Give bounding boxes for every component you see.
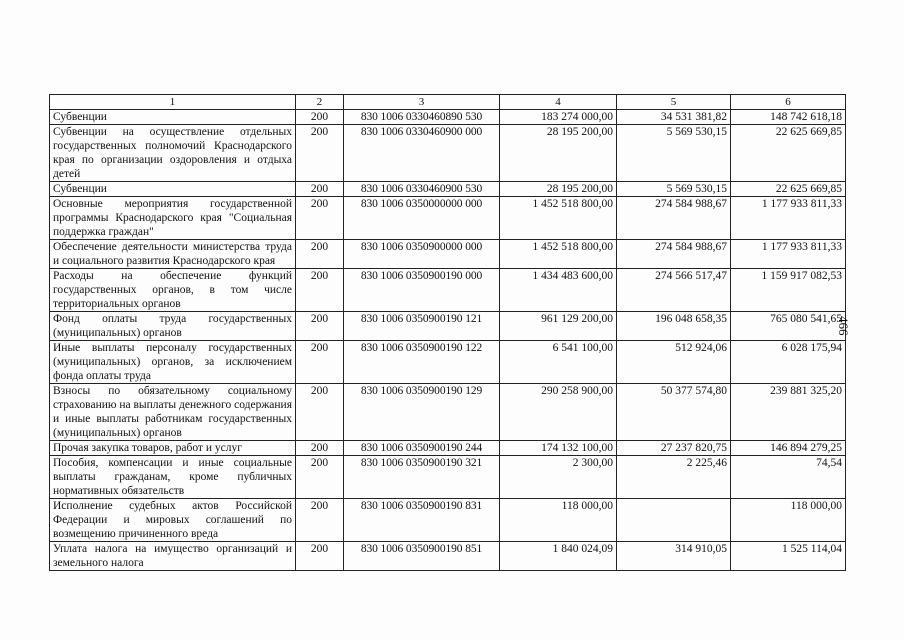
row-remaining-cell: 1 177 933 811,33: [731, 240, 846, 269]
table-row: [50, 125, 846, 182]
row-executed-cell: 50 377 574,80: [617, 384, 731, 441]
row-name-cell: Субвенции: [50, 182, 296, 197]
row-approved-cell: 28 195 200,00: [500, 182, 617, 197]
row-classification-cell: 830 1006 0330460900 530: [344, 182, 500, 197]
row-code-cell: 200: [296, 441, 344, 456]
row-code-cell: 200: [296, 312, 344, 341]
row-executed-cell: 274 584 988,67: [617, 197, 731, 240]
row-remaining-cell: 1 177 933 811,33: [731, 197, 846, 240]
table-row: [50, 110, 846, 125]
header-col-1: 1: [50, 95, 296, 110]
row-approved-cell: 1 452 518 800,00: [500, 240, 617, 269]
header-col-3: 3: [344, 95, 500, 110]
row-remaining-cell: 1 525 114,04: [731, 542, 846, 571]
row-name-cell: Уплата налога на имущество организаций и земельного налога: [50, 542, 296, 571]
row-approved-cell: 28 195 200,00: [500, 125, 617, 182]
row-executed-cell: 314 910,05: [617, 542, 731, 571]
row-remaining-cell: 74,54: [731, 456, 846, 499]
table-row: [50, 312, 846, 341]
row-executed-cell: 274 584 988,67: [617, 240, 731, 269]
row-classification-cell: 830 1006 0350900190 000: [344, 269, 500, 312]
row-code-cell: 200: [296, 110, 344, 125]
row-remaining-cell: 118 000,00: [731, 499, 846, 542]
row-approved-cell: 1 840 024,09: [500, 542, 617, 571]
row-executed-cell: [617, 499, 731, 542]
table-row: [50, 240, 846, 269]
table-row: [50, 197, 846, 240]
row-remaining-cell: 22 625 669,85: [731, 125, 846, 182]
row-code-cell: 200: [296, 182, 344, 197]
row-remaining-cell: 6 028 175,94: [731, 341, 846, 384]
row-code-cell: 200: [296, 384, 344, 441]
row-classification-cell: 830 1006 0350900190 122: [344, 341, 500, 384]
row-classification-cell: 830 1006 0350900190 851: [344, 542, 500, 571]
row-code-cell: 200: [296, 269, 344, 312]
row-code-cell: 200: [296, 542, 344, 571]
table-row: [50, 456, 846, 499]
row-name-cell: Взносы по обязательному социальному страхованию на выплаты денежного содержания и иные выплаты работникам государственных (муниципальных) органов: [50, 384, 296, 441]
row-code-cell: 200: [296, 341, 344, 384]
row-name-cell: Субвенции на осуществление отдельных государственных полномочий Краснодарского края по организации оздоровления и отдыха детей: [50, 125, 296, 182]
row-classification-cell: 830 1006 0350900190 129: [344, 384, 500, 441]
row-name-cell: Субвенции: [50, 110, 296, 125]
row-executed-cell: 5 569 530,15: [617, 182, 731, 197]
row-name-cell: Прочая закупка товаров, работ и услуг: [50, 441, 296, 456]
row-approved-cell: 174 132 100,00: [500, 441, 617, 456]
row-executed-cell: 512 924,06: [617, 341, 731, 384]
row-remaining-cell: 1 159 917 082,53: [731, 269, 846, 312]
header-col-5: 5: [617, 95, 731, 110]
row-name-cell: Основные мероприятия государственной программы Краснодарского края "Социальная поддержка граждан": [50, 197, 296, 240]
header-col-4: 4: [500, 95, 617, 110]
row-classification-cell: 830 1006 0330460890 530: [344, 110, 500, 125]
table-row: [50, 269, 846, 312]
header-col-6: 6: [731, 95, 846, 110]
row-name-cell: Расходы на обеспечение функций государственных органов, в том числе территориальных органов: [50, 269, 296, 312]
row-executed-cell: 34 531 381,82: [617, 110, 731, 125]
row-approved-cell: 6 541 100,00: [500, 341, 617, 384]
row-executed-cell: 2 225,46: [617, 456, 731, 499]
row-approved-cell: 961 129 200,00: [500, 312, 617, 341]
row-code-cell: 200: [296, 499, 344, 542]
row-classification-cell: 830 1006 0330460900 000: [344, 125, 500, 182]
row-remaining-cell: 765 080 541,65: [731, 312, 846, 341]
row-approved-cell: 2 300,00: [500, 456, 617, 499]
table-row: [50, 499, 846, 542]
row-remaining-cell: 146 894 279,25: [731, 441, 846, 456]
row-name-cell: Исполнение судебных актов Российской Федерации и мировых соглашений по возмещению причиненного вреда: [50, 499, 296, 542]
row-code-cell: 200: [296, 125, 344, 182]
row-classification-cell: 830 1006 0350900190 831: [344, 499, 500, 542]
row-executed-cell: 274 566 517,47: [617, 269, 731, 312]
row-approved-cell: 118 000,00: [500, 499, 617, 542]
row-name-cell: Иные выплаты персоналу государственных (муниципальных) органов, за исключением фонда оплаты труда: [50, 341, 296, 384]
row-code-cell: 200: [296, 240, 344, 269]
table-row: [50, 441, 846, 456]
table-row: [50, 182, 846, 197]
row-classification-cell: 830 1006 0350900190 244: [344, 441, 500, 456]
row-name-cell: Пособия, компенсации и иные социальные выплаты гражданам, кроме публичных нормативных обязательств: [50, 456, 296, 499]
row-approved-cell: 1 434 483 600,00: [500, 269, 617, 312]
row-executed-cell: 5 569 530,15: [617, 125, 731, 182]
row-name-cell: Обеспечение деятельности министерства труда и социального развития Краснодарского края: [50, 240, 296, 269]
row-approved-cell: 183 274 000,00: [500, 110, 617, 125]
row-remaining-cell: 239 881 325,20: [731, 384, 846, 441]
row-classification-cell: 830 1006 0350900190 321: [344, 456, 500, 499]
row-name-cell: Фонд оплаты труда государственных (муниципальных) органов: [50, 312, 296, 341]
row-classification-cell: 830 1006 0350900190 121: [344, 312, 500, 341]
row-approved-cell: 1 452 518 800,00: [500, 197, 617, 240]
row-approved-cell: 290 258 900,00: [500, 384, 617, 441]
table-row: [50, 384, 846, 441]
row-code-cell: 200: [296, 197, 344, 240]
row-code-cell: 200: [296, 456, 344, 499]
table-row: [50, 542, 846, 571]
row-classification-cell: 830 1006 0350900000 000: [344, 240, 500, 269]
row-remaining-cell: 22 625 669,85: [731, 182, 846, 197]
page-number: 466: [836, 316, 851, 336]
table-row: [50, 341, 846, 384]
row-executed-cell: 27 237 820,75: [617, 441, 731, 456]
row-remaining-cell: 148 742 618,18: [731, 110, 846, 125]
row-executed-cell: 196 048 658,35: [617, 312, 731, 341]
table-header-row: [50, 95, 846, 110]
row-classification-cell: 830 1006 0350000000 000: [344, 197, 500, 240]
header-col-2: 2: [296, 95, 344, 110]
budget-table: [49, 94, 846, 571]
